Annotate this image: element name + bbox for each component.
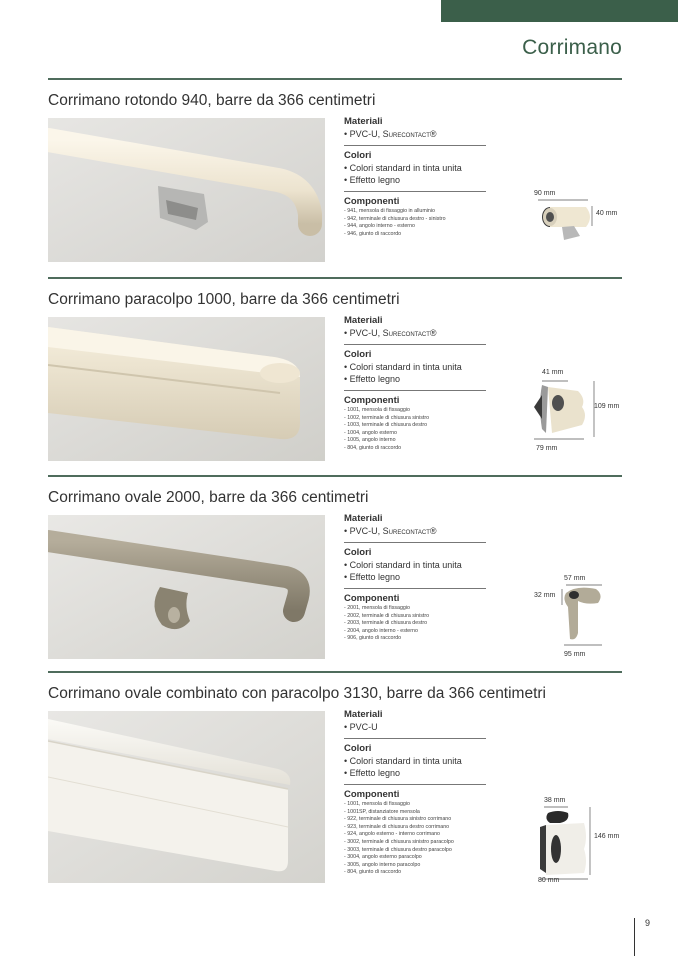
components-heading: Componenti bbox=[344, 593, 400, 604]
materials-value: • PVC-U, Surecontact® bbox=[344, 328, 437, 338]
materials-heading: Materiali bbox=[344, 116, 383, 127]
dimension-label: 32 mm bbox=[534, 592, 556, 599]
section-ovale-combinato-3130 bbox=[48, 671, 622, 884]
profile-diagram-combinato bbox=[534, 803, 594, 888]
component-item: - 804, giunto di raccordo bbox=[344, 444, 402, 451]
materials-value: • PVC-U, Surecontact® bbox=[344, 526, 437, 536]
section-rotondo-940 bbox=[48, 78, 622, 237]
materials-heading: Materiali bbox=[344, 315, 383, 326]
dimension-label: 57 mm bbox=[564, 575, 586, 582]
component-item: - 2003, terminale di chiusura destro bbox=[344, 620, 428, 627]
info-divider bbox=[344, 390, 486, 391]
materials-value: • PVC-U bbox=[344, 722, 378, 732]
product-photo-paracolpo bbox=[48, 317, 325, 461]
page-number-rule bbox=[634, 918, 635, 956]
dimension-label: 41 mm bbox=[542, 369, 564, 376]
profile-diagram-rotondo bbox=[534, 196, 594, 261]
component-item: - 941, mensola di fissaggio in alluminio bbox=[344, 208, 435, 214]
product-info bbox=[344, 709, 524, 877]
section-divider bbox=[48, 277, 622, 279]
components-heading: Componenti bbox=[344, 789, 400, 800]
component-item: - 1001, mensola di fissaggio bbox=[344, 801, 410, 807]
colors-item: • Colori standard in tinta unita bbox=[344, 560, 462, 570]
product-info bbox=[344, 116, 524, 238]
colors-item: • Colori standard in tinta unita bbox=[344, 756, 462, 766]
colors-item: • Effetto legno bbox=[344, 768, 401, 778]
materials-heading: Materiali bbox=[344, 513, 383, 524]
header-accent-bar bbox=[441, 0, 678, 22]
dimension-label: 146 mm bbox=[594, 833, 620, 840]
component-item: - 942, terminale di chiusura destro - sinistro bbox=[344, 215, 446, 222]
section-title: Corrimano paracolpo 1000, barre da 366 centimetri bbox=[48, 291, 400, 308]
colors-heading: Colori bbox=[344, 349, 372, 360]
component-item: - 2002, terminale di chiusura sinistro bbox=[344, 612, 430, 619]
components-heading: Componenti bbox=[344, 196, 400, 207]
component-item: - 906, giunto di raccordo bbox=[344, 635, 402, 642]
info-divider bbox=[344, 191, 486, 192]
section-divider bbox=[48, 671, 622, 673]
product-photo-combinato bbox=[48, 711, 325, 883]
component-item: - 923, terminale di chiusura destro corrimano bbox=[344, 823, 450, 830]
profile-diagram-ovale bbox=[556, 583, 606, 654]
component-item: - 3002, terminale di chiusura sinistro paracolpo bbox=[344, 838, 454, 845]
component-item: - 3004, angolo esterno paracolpo bbox=[344, 854, 422, 861]
component-item: - 922, terminale di chiusura sinistro corrimano bbox=[344, 816, 452, 823]
info-divider bbox=[344, 784, 486, 785]
colors-item: • Colori standard in tinta unita bbox=[344, 163, 462, 173]
component-item: - 804, giunto di raccordo bbox=[344, 869, 402, 876]
colors-heading: Colori bbox=[344, 150, 372, 161]
section-divider bbox=[48, 475, 622, 477]
colors-item: • Effetto legno bbox=[344, 175, 401, 185]
colors-item: • Effetto legno bbox=[344, 374, 401, 384]
info-divider bbox=[344, 145, 486, 146]
component-item: - 3003, terminale di chiusura destro paracolpo bbox=[344, 846, 452, 853]
component-item: - 1002, terminale di chiusura sinistro bbox=[344, 414, 430, 421]
section-title: Corrimano rotondo 940, barre da 366 centimetri bbox=[48, 92, 376, 109]
component-item: - 924, angolo esterno - interno corrimano bbox=[344, 831, 440, 838]
dimension-label: 79 mm bbox=[536, 445, 558, 452]
component-item: - 2001, mensola di fissaggio bbox=[344, 605, 410, 611]
section-title: Corrimano ovale 2000, barre da 366 centimetri bbox=[48, 489, 369, 506]
dimension-label: 90 mm bbox=[534, 190, 556, 197]
info-divider bbox=[344, 542, 486, 543]
dimension-label: 109 mm bbox=[594, 403, 620, 410]
info-divider bbox=[344, 738, 486, 739]
product-info bbox=[344, 315, 524, 453]
info-divider bbox=[344, 344, 486, 345]
component-item: - 2004, angolo interno - esterno bbox=[344, 627, 418, 634]
profile-diagram-paracolpo bbox=[528, 377, 598, 448]
colors-item: • Effetto legno bbox=[344, 572, 401, 582]
component-item: - 1004, angolo esterno bbox=[344, 429, 398, 436]
section-ovale-2000 bbox=[48, 475, 622, 658]
dimension-label: 95 mm bbox=[564, 651, 586, 658]
colors-heading: Colori bbox=[344, 547, 372, 558]
components-heading: Componenti bbox=[344, 395, 400, 406]
materials-value: • PVC-U, Surecontact® bbox=[344, 129, 437, 139]
info-divider bbox=[344, 588, 486, 589]
dimension-label: 40 mm bbox=[596, 210, 618, 217]
section-title: Corrimano ovale combinato con paracolpo 3130, barre da 366 centimetri bbox=[48, 685, 547, 702]
component-item: - 1001SP, distanziatore mensola bbox=[344, 808, 420, 815]
materials-heading: Materiali bbox=[344, 709, 383, 720]
component-item: - 3005, angolo interno paracolpo bbox=[344, 861, 421, 868]
section-paracolpo-1000 bbox=[48, 277, 622, 452]
section-divider bbox=[48, 78, 622, 80]
product-info bbox=[344, 513, 524, 643]
product-photo-ovale bbox=[48, 515, 325, 659]
dimension-label: 38 mm bbox=[544, 797, 566, 804]
component-item: - 1001, mensola di fissaggio bbox=[344, 407, 410, 413]
component-item: - 946, giunto di raccordo bbox=[344, 230, 402, 237]
colors-heading: Colori bbox=[344, 743, 372, 754]
component-item: - 944, angolo interno - esterno bbox=[344, 223, 415, 230]
component-item: - 1005, angolo interno bbox=[344, 437, 396, 444]
component-item: - 1003, terminale di chiusura destro bbox=[344, 422, 428, 429]
colors-item: • Colori standard in tinta unita bbox=[344, 362, 462, 372]
page-title: Corrimano bbox=[522, 36, 622, 59]
page-number: 9 bbox=[644, 918, 650, 928]
product-photo-rotondo bbox=[48, 118, 325, 262]
dimension-label: 80 mm bbox=[538, 877, 560, 884]
